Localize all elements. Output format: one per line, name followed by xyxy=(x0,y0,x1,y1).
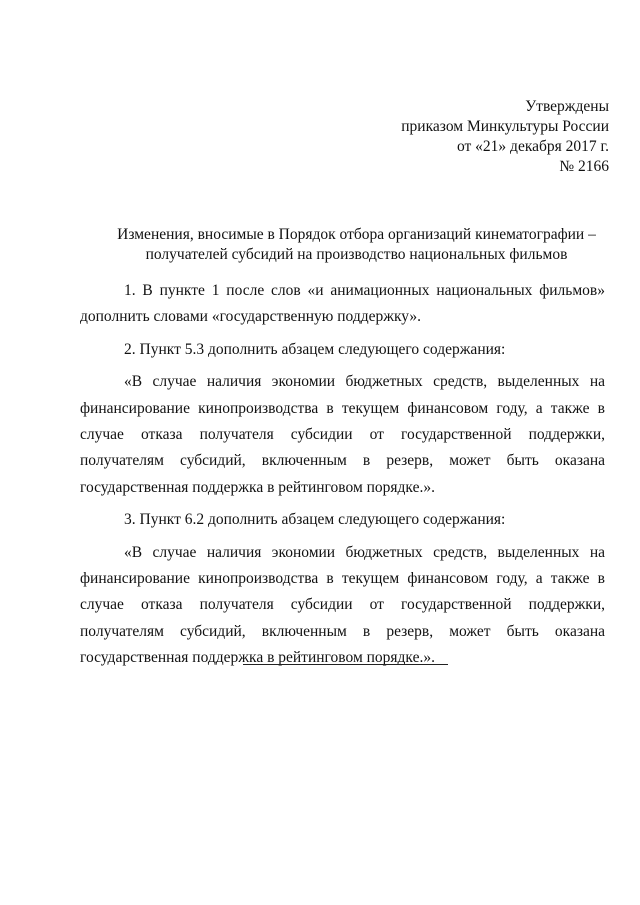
paragraph-3: «В случае наличия экономии бюджетных средств, выделенных на финансирование кинопроизводства в текущем финансовом году, а также в случае отказа получателя субсидии от государственной поддержки, получателям субсидий, включенным в резерв, может быть оказана государственная поддержка в рейтинговом порядке.». xyxy=(80,373,605,496)
approval-line-order: приказом Минкультуры России xyxy=(401,118,609,135)
approval-line-approved: Утверждены xyxy=(525,98,609,115)
paragraph-2: 2. Пункт 5.3 дополнить абзацем следующего содержания: xyxy=(124,340,506,358)
title-line-1: Изменения, вносимые в Порядок отбора организаций кинематографии – xyxy=(117,226,596,243)
approval-line-date: от «21» декабря 2017 г. xyxy=(456,138,609,155)
approval-block xyxy=(401,97,609,177)
paragraph-1: 1. В пункте 1 после слов «и анимационных национальных фильмов» дополнить словами «государственную поддержку». xyxy=(80,282,605,326)
end-divider xyxy=(243,664,448,665)
paragraph-4: 3. Пункт 6.2 дополнить абзацем следующего содержания: xyxy=(124,511,506,529)
document-body xyxy=(80,278,605,678)
paragraph-5: «В случае наличия экономии бюджетных средств, выделенных на финансирование кинопроизводства в текущем финансовом году, а также в случае отказа получателя субсидии от государственной поддержки, получателям субсидий, включенным в резерв, может быть оказана государственная поддержка в рейтинговом порядке.». xyxy=(80,543,605,667)
title-line-2: получателей субсидий на производство национальных фильмов xyxy=(145,246,568,263)
document-title xyxy=(80,225,633,265)
approval-line-number: № 2166 xyxy=(559,158,609,175)
